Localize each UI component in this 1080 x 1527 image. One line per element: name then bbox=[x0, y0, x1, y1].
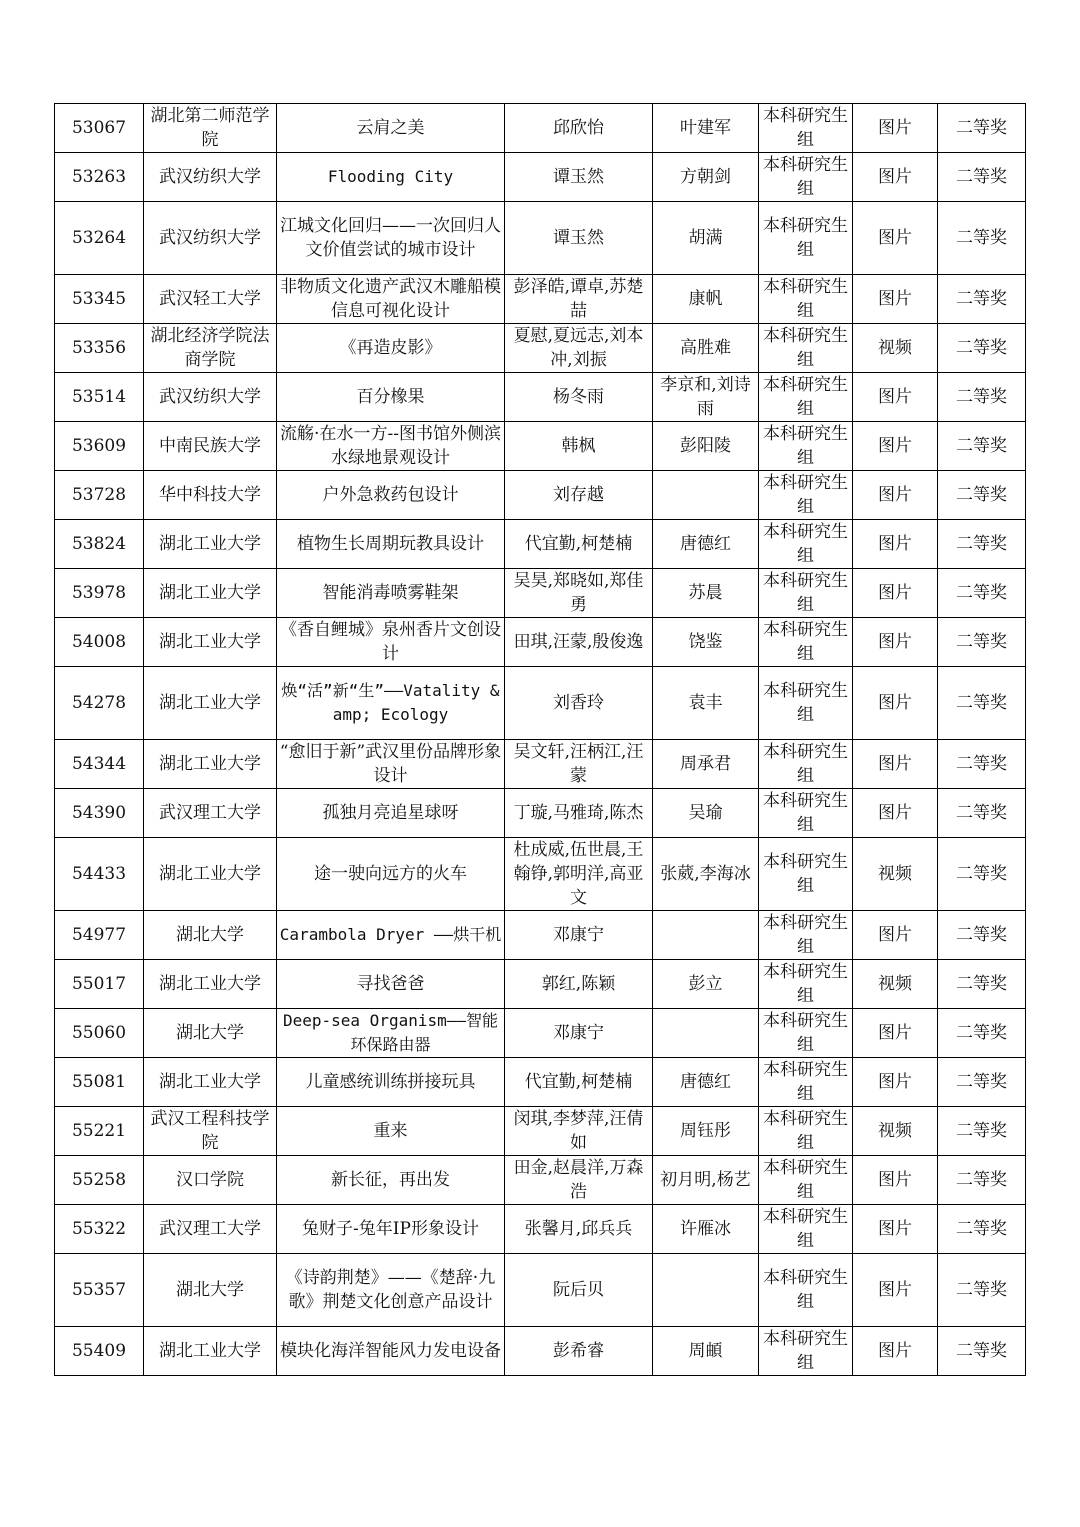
cell-group: 本科研究生组 bbox=[759, 520, 853, 569]
cell-school: 武汉纺织大学 bbox=[144, 373, 277, 422]
cell-advisor: 唐德红 bbox=[653, 1058, 759, 1107]
cell-type: 图片 bbox=[853, 520, 938, 569]
cell-id: 53978 bbox=[55, 569, 144, 618]
cell-id: 55258 bbox=[55, 1156, 144, 1205]
cell-award: 二等奖 bbox=[938, 1107, 1026, 1156]
cell-id: 54344 bbox=[55, 740, 144, 789]
cell-school: 华中科技大学 bbox=[144, 471, 277, 520]
cell-type: 图片 bbox=[853, 275, 938, 324]
cell-authors: 杨冬雨 bbox=[505, 373, 653, 422]
cell-title: 孤独月亮追星球呀 bbox=[277, 789, 505, 838]
cell-title: 《诗韵荆楚》——《楚辞·九歌》荆楚文化创意产品设计 bbox=[277, 1254, 505, 1327]
cell-id: 54433 bbox=[55, 838, 144, 911]
cell-authors: 彭希睿 bbox=[505, 1327, 653, 1376]
cell-id: 55081 bbox=[55, 1058, 144, 1107]
cell-authors: 田琪,汪蒙,殷俊逸 bbox=[505, 618, 653, 667]
cell-school: 汉口学院 bbox=[144, 1156, 277, 1205]
cell-group: 本科研究生组 bbox=[759, 960, 853, 1009]
table-body bbox=[55, 104, 1026, 1376]
cell-type: 视频 bbox=[853, 838, 938, 911]
cell-type: 图片 bbox=[853, 471, 938, 520]
cell-award: 二等奖 bbox=[938, 911, 1026, 960]
cell-advisor: 周承君 bbox=[653, 740, 759, 789]
cell-award: 二等奖 bbox=[938, 740, 1026, 789]
cell-award: 二等奖 bbox=[938, 471, 1026, 520]
cell-authors: 刘香玲 bbox=[505, 667, 653, 740]
cell-group: 本科研究生组 bbox=[759, 471, 853, 520]
cell-title: 焕“活”新“生”——Vatality &amp; Ecology bbox=[277, 667, 505, 740]
cell-group: 本科研究生组 bbox=[759, 324, 853, 373]
award-table bbox=[54, 103, 1026, 1376]
cell-title: “愈旧于新”武汉里份品牌形象设计 bbox=[277, 740, 505, 789]
table-row bbox=[55, 569, 1026, 618]
cell-id: 53263 bbox=[55, 153, 144, 202]
table-row bbox=[55, 275, 1026, 324]
cell-advisor bbox=[653, 471, 759, 520]
cell-award: 二等奖 bbox=[938, 202, 1026, 275]
cell-school: 武汉理工大学 bbox=[144, 1205, 277, 1254]
cell-school: 中南民族大学 bbox=[144, 422, 277, 471]
cell-group: 本科研究生组 bbox=[759, 618, 853, 667]
cell-group: 本科研究生组 bbox=[759, 202, 853, 275]
cell-award: 二等奖 bbox=[938, 324, 1026, 373]
table-row bbox=[55, 789, 1026, 838]
cell-title: 《香自鲤城》泉州香片文创设计 bbox=[277, 618, 505, 667]
cell-title: 重来 bbox=[277, 1107, 505, 1156]
table-row bbox=[55, 1254, 1026, 1327]
cell-title: 模块化海洋智能风力发电设备 bbox=[277, 1327, 505, 1376]
cell-type: 图片 bbox=[853, 153, 938, 202]
cell-title: Deep-sea Organism——智能环保路由器 bbox=[277, 1009, 505, 1058]
cell-advisor: 饶鉴 bbox=[653, 618, 759, 667]
cell-school: 湖北大学 bbox=[144, 1009, 277, 1058]
cell-authors: 夏慰,夏远志,刘本冲,刘振 bbox=[505, 324, 653, 373]
cell-advisor: 袁丰 bbox=[653, 667, 759, 740]
table-row bbox=[55, 740, 1026, 789]
cell-advisor: 胡满 bbox=[653, 202, 759, 275]
cell-id: 55322 bbox=[55, 1205, 144, 1254]
cell-award: 二等奖 bbox=[938, 1327, 1026, 1376]
cell-advisor bbox=[653, 1254, 759, 1327]
cell-id: 55357 bbox=[55, 1254, 144, 1327]
cell-school: 湖北工业大学 bbox=[144, 740, 277, 789]
cell-id: 54390 bbox=[55, 789, 144, 838]
cell-authors: 邓康宁 bbox=[505, 911, 653, 960]
cell-id: 53345 bbox=[55, 275, 144, 324]
cell-advisor: 方朝剑 bbox=[653, 153, 759, 202]
cell-group: 本科研究生组 bbox=[759, 911, 853, 960]
cell-award: 二等奖 bbox=[938, 569, 1026, 618]
cell-title: 《再造皮影》 bbox=[277, 324, 505, 373]
cell-title: Carambola Dryer ——烘干机 bbox=[277, 911, 505, 960]
cell-authors: 刘存越 bbox=[505, 471, 653, 520]
cell-advisor: 吴瑜 bbox=[653, 789, 759, 838]
cell-group: 本科研究生组 bbox=[759, 1009, 853, 1058]
cell-title: 百分橡果 bbox=[277, 373, 505, 422]
cell-school: 武汉轻工大学 bbox=[144, 275, 277, 324]
cell-group: 本科研究生组 bbox=[759, 740, 853, 789]
cell-id: 55017 bbox=[55, 960, 144, 1009]
cell-title: 新长征，再出发 bbox=[277, 1156, 505, 1205]
cell-id: 54977 bbox=[55, 911, 144, 960]
cell-group: 本科研究生组 bbox=[759, 373, 853, 422]
cell-title: 江城文化回归——一次回归人文价值尝试的城市设计 bbox=[277, 202, 505, 275]
cell-authors: 邱欣怡 bbox=[505, 104, 653, 153]
cell-award: 二等奖 bbox=[938, 153, 1026, 202]
table-row bbox=[55, 202, 1026, 275]
cell-title: 植物生长周期玩教具设计 bbox=[277, 520, 505, 569]
cell-group: 本科研究生组 bbox=[759, 1107, 853, 1156]
cell-school: 武汉工程科技学院 bbox=[144, 1107, 277, 1156]
cell-award: 二等奖 bbox=[938, 789, 1026, 838]
cell-advisor: 李京和,刘诗雨 bbox=[653, 373, 759, 422]
cell-id: 53728 bbox=[55, 471, 144, 520]
cell-school: 湖北工业大学 bbox=[144, 569, 277, 618]
cell-advisor: 许雁冰 bbox=[653, 1205, 759, 1254]
table-row bbox=[55, 1009, 1026, 1058]
cell-school: 湖北工业大学 bbox=[144, 1058, 277, 1107]
cell-advisor: 叶建军 bbox=[653, 104, 759, 153]
table-row bbox=[55, 618, 1026, 667]
cell-authors: 吴昊,郑晓如,郑佳勇 bbox=[505, 569, 653, 618]
cell-type: 图片 bbox=[853, 667, 938, 740]
cell-type: 图片 bbox=[853, 618, 938, 667]
cell-group: 本科研究生组 bbox=[759, 838, 853, 911]
cell-authors: 韩枫 bbox=[505, 422, 653, 471]
cell-school: 湖北工业大学 bbox=[144, 960, 277, 1009]
cell-advisor: 康帆 bbox=[653, 275, 759, 324]
cell-id: 53824 bbox=[55, 520, 144, 569]
cell-school: 湖北大学 bbox=[144, 1254, 277, 1327]
cell-advisor: 张葳,李海冰 bbox=[653, 838, 759, 911]
cell-group: 本科研究生组 bbox=[759, 1156, 853, 1205]
cell-school: 湖北工业大学 bbox=[144, 520, 277, 569]
table-row bbox=[55, 838, 1026, 911]
cell-authors: 张馨月,邱兵兵 bbox=[505, 1205, 653, 1254]
table-row bbox=[55, 1327, 1026, 1376]
cell-group: 本科研究生组 bbox=[759, 104, 853, 153]
cell-award: 二等奖 bbox=[938, 1254, 1026, 1327]
cell-id: 53264 bbox=[55, 202, 144, 275]
cell-type: 图片 bbox=[853, 422, 938, 471]
cell-group: 本科研究生组 bbox=[759, 1327, 853, 1376]
table-row bbox=[55, 1058, 1026, 1107]
cell-award: 二等奖 bbox=[938, 1205, 1026, 1254]
cell-group: 本科研究生组 bbox=[759, 153, 853, 202]
cell-authors: 杜成威,伍世晨,王翰铮,郭明洋,高亚文 bbox=[505, 838, 653, 911]
cell-title: 智能消毒喷雾鞋架 bbox=[277, 569, 505, 618]
cell-type: 图片 bbox=[853, 1058, 938, 1107]
cell-type: 图片 bbox=[853, 1009, 938, 1058]
cell-id: 53067 bbox=[55, 104, 144, 153]
table-row bbox=[55, 1156, 1026, 1205]
cell-title: 云肩之美 bbox=[277, 104, 505, 153]
cell-authors: 郭红,陈颖 bbox=[505, 960, 653, 1009]
cell-award: 二等奖 bbox=[938, 960, 1026, 1009]
cell-award: 二等奖 bbox=[938, 667, 1026, 740]
cell-group: 本科研究生组 bbox=[759, 569, 853, 618]
cell-advisor: 初月明,杨艺 bbox=[653, 1156, 759, 1205]
cell-id: 55409 bbox=[55, 1327, 144, 1376]
cell-title: Flooding City bbox=[277, 153, 505, 202]
cell-group: 本科研究生组 bbox=[759, 789, 853, 838]
cell-title: 兔财子-兔年IP形象设计 bbox=[277, 1205, 505, 1254]
cell-id: 54008 bbox=[55, 618, 144, 667]
cell-advisor bbox=[653, 1009, 759, 1058]
cell-type: 视频 bbox=[853, 324, 938, 373]
cell-type: 视频 bbox=[853, 960, 938, 1009]
cell-type: 图片 bbox=[853, 569, 938, 618]
cell-type: 图片 bbox=[853, 373, 938, 422]
cell-school: 湖北工业大学 bbox=[144, 838, 277, 911]
cell-type: 图片 bbox=[853, 1205, 938, 1254]
cell-id: 55221 bbox=[55, 1107, 144, 1156]
cell-school: 湖北工业大学 bbox=[144, 667, 277, 740]
cell-type: 视频 bbox=[853, 1107, 938, 1156]
cell-group: 本科研究生组 bbox=[759, 667, 853, 740]
cell-group: 本科研究生组 bbox=[759, 422, 853, 471]
cell-type: 图片 bbox=[853, 104, 938, 153]
table-row bbox=[55, 960, 1026, 1009]
cell-advisor bbox=[653, 911, 759, 960]
cell-school: 武汉理工大学 bbox=[144, 789, 277, 838]
cell-award: 二等奖 bbox=[938, 520, 1026, 569]
cell-authors: 阮后贝 bbox=[505, 1254, 653, 1327]
cell-group: 本科研究生组 bbox=[759, 275, 853, 324]
cell-advisor: 苏晨 bbox=[653, 569, 759, 618]
table-row bbox=[55, 373, 1026, 422]
cell-authors: 吴文轩,汪柄江,汪蒙 bbox=[505, 740, 653, 789]
cell-id: 54278 bbox=[55, 667, 144, 740]
cell-title: 途一驶向远方的火车 bbox=[277, 838, 505, 911]
cell-school: 湖北第二师范学院 bbox=[144, 104, 277, 153]
cell-school: 武汉纺织大学 bbox=[144, 202, 277, 275]
cell-id: 55060 bbox=[55, 1009, 144, 1058]
cell-group: 本科研究生组 bbox=[759, 1254, 853, 1327]
cell-type: 图片 bbox=[853, 1327, 938, 1376]
cell-award: 二等奖 bbox=[938, 838, 1026, 911]
cell-type: 图片 bbox=[853, 911, 938, 960]
cell-award: 二等奖 bbox=[938, 422, 1026, 471]
cell-title: 户外急救药包设计 bbox=[277, 471, 505, 520]
table-row bbox=[55, 1205, 1026, 1254]
cell-authors: 田金,赵晨洋,万森浩 bbox=[505, 1156, 653, 1205]
cell-school: 湖北大学 bbox=[144, 911, 277, 960]
cell-advisor: 周钰彤 bbox=[653, 1107, 759, 1156]
table-row bbox=[55, 471, 1026, 520]
cell-school: 湖北工业大学 bbox=[144, 1327, 277, 1376]
cell-advisor: 周頔 bbox=[653, 1327, 759, 1376]
cell-school: 湖北工业大学 bbox=[144, 618, 277, 667]
cell-id: 53609 bbox=[55, 422, 144, 471]
cell-group: 本科研究生组 bbox=[759, 1205, 853, 1254]
cell-advisor: 唐德红 bbox=[653, 520, 759, 569]
cell-award: 二等奖 bbox=[938, 618, 1026, 667]
table-row bbox=[55, 520, 1026, 569]
cell-authors: 代宜勤,柯楚楠 bbox=[505, 520, 653, 569]
cell-advisor: 彭立 bbox=[653, 960, 759, 1009]
cell-authors: 谭玉然 bbox=[505, 153, 653, 202]
table-row bbox=[55, 153, 1026, 202]
cell-type: 图片 bbox=[853, 1254, 938, 1327]
table-row bbox=[55, 667, 1026, 740]
table-row bbox=[55, 911, 1026, 960]
cell-award: 二等奖 bbox=[938, 1058, 1026, 1107]
cell-title: 非物质文化遗产武汉木雕船模信息可视化设计 bbox=[277, 275, 505, 324]
cell-type: 图片 bbox=[853, 740, 938, 789]
cell-id: 53514 bbox=[55, 373, 144, 422]
cell-school: 武汉纺织大学 bbox=[144, 153, 277, 202]
cell-authors: 彭泽皓,谭卓,苏楚喆 bbox=[505, 275, 653, 324]
cell-title: 寻找爸爸 bbox=[277, 960, 505, 1009]
cell-award: 二等奖 bbox=[938, 275, 1026, 324]
table-row bbox=[55, 324, 1026, 373]
cell-school: 湖北经济学院法商学院 bbox=[144, 324, 277, 373]
cell-advisor: 彭阳陵 bbox=[653, 422, 759, 471]
cell-id: 53356 bbox=[55, 324, 144, 373]
cell-award: 二等奖 bbox=[938, 1156, 1026, 1205]
cell-authors: 谭玉然 bbox=[505, 202, 653, 275]
table-row bbox=[55, 422, 1026, 471]
cell-award: 二等奖 bbox=[938, 1009, 1026, 1058]
cell-group: 本科研究生组 bbox=[759, 1058, 853, 1107]
cell-advisor: 高胜难 bbox=[653, 324, 759, 373]
cell-award: 二等奖 bbox=[938, 104, 1026, 153]
cell-type: 图片 bbox=[853, 1156, 938, 1205]
cell-type: 图片 bbox=[853, 789, 938, 838]
cell-title: 儿童感统训练拼接玩具 bbox=[277, 1058, 505, 1107]
cell-authors: 丁璇,马雅琦,陈杰 bbox=[505, 789, 653, 838]
table-row bbox=[55, 1107, 1026, 1156]
table-row bbox=[55, 104, 1026, 153]
cell-type: 图片 bbox=[853, 202, 938, 275]
cell-authors: 邓康宁 bbox=[505, 1009, 653, 1058]
cell-award: 二等奖 bbox=[938, 373, 1026, 422]
cell-authors: 闵琪,李梦萍,汪倩如 bbox=[505, 1107, 653, 1156]
cell-authors: 代宜勤,柯楚楠 bbox=[505, 1058, 653, 1107]
cell-title: 流觞·在水一方--图书馆外侧滨水绿地景观设计 bbox=[277, 422, 505, 471]
